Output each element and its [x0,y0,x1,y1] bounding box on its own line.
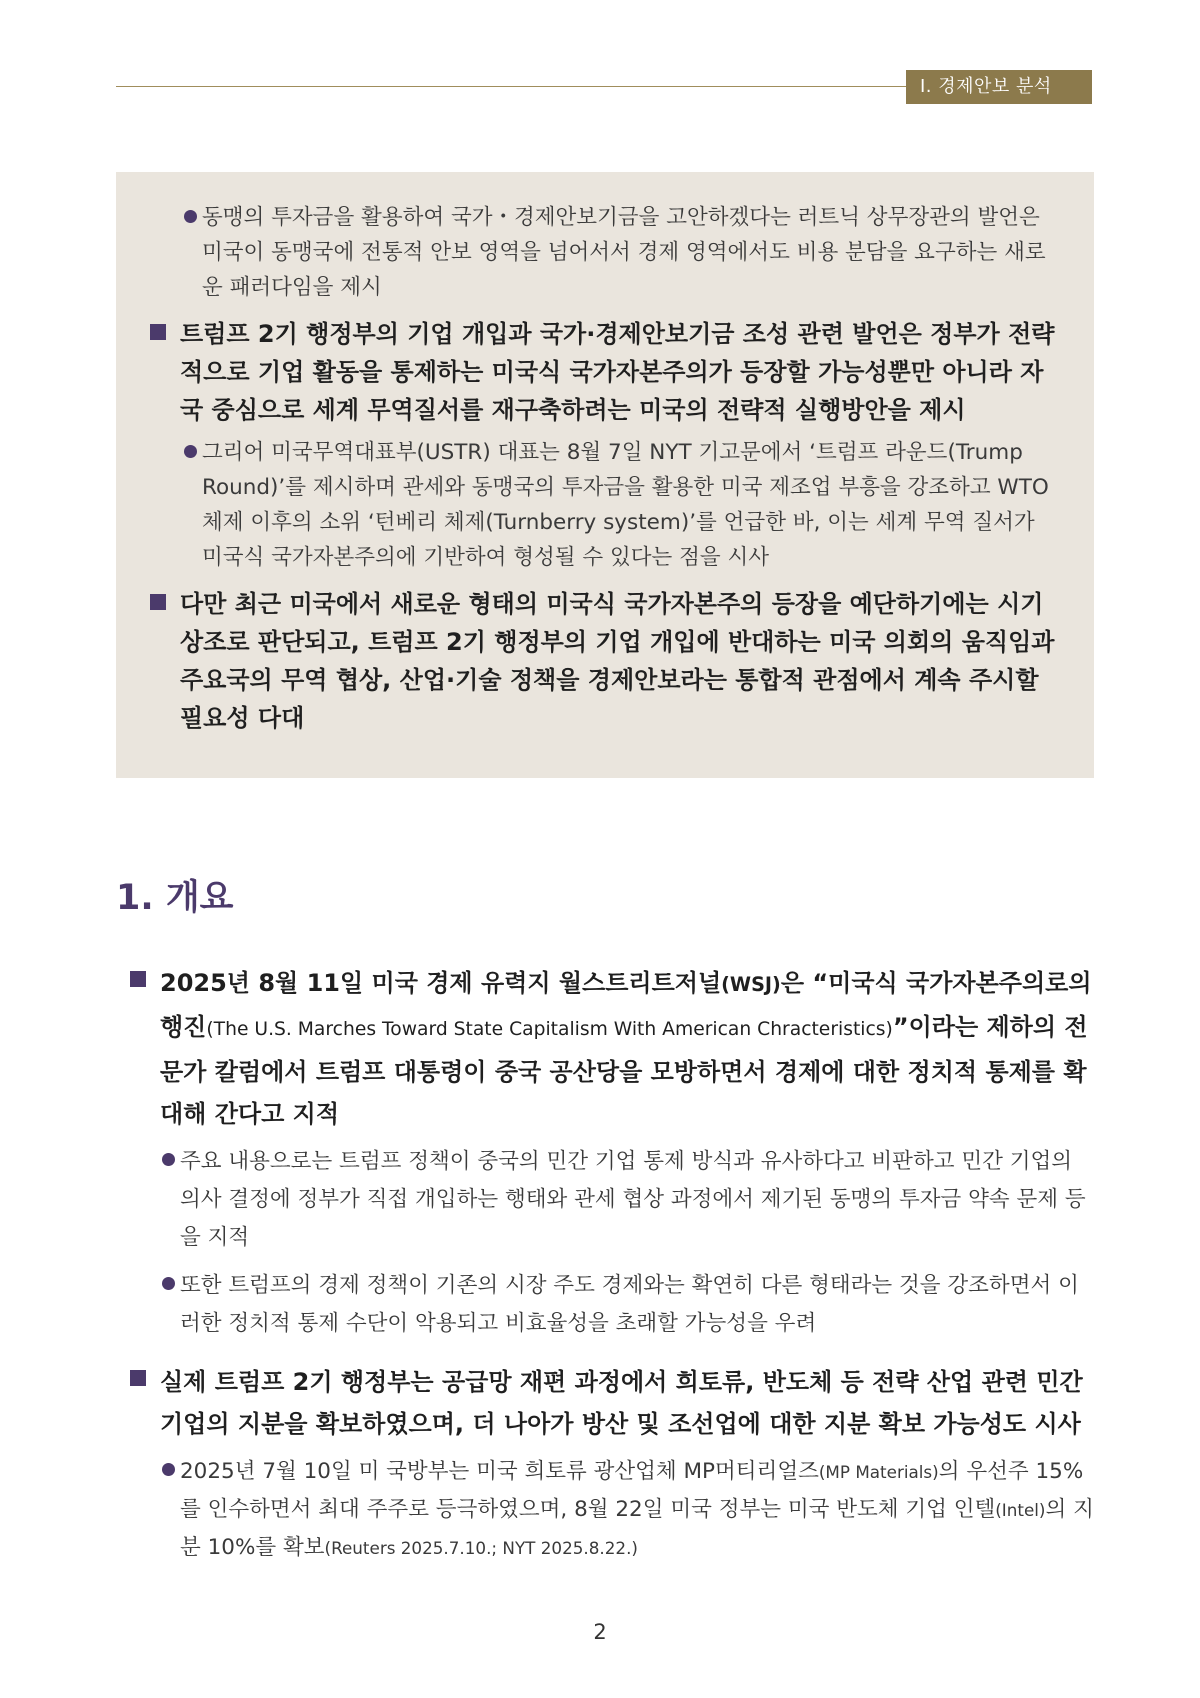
citation-text: (Reuters 2025.7.10.; NYT 2025.8.22.) [324,1538,638,1558]
section-title: 1. 개요 [116,878,234,918]
bullet-text-b: (MP Materials) [818,1462,939,1482]
point-text-c: 은 “미국식 국가자본주의로의 행진 [160,969,1092,1041]
summary-bullet [180,200,1058,305]
bullet-text-a: 2025년 7월 10일 미 국방부는 미국 희토류 광산업체 MP머티리얼즈 [180,1459,819,1484]
section-header-tab: Ⅰ. 경제안보 분석 [906,70,1092,104]
point-text-b: (WSJ) [721,973,781,996]
section-bullet [158,1267,1094,1343]
point-text-d: (The U.S. Marches Toward State Capitalism With American Chracteristics) [206,1019,893,1040]
summary-box [116,172,1094,778]
bullet-text-c: 의 우선주 15%를 인수하면서 최대 주주로 등극하였으며, 8월 22일 미국 정부는 미국 반도체 기업 인텔 [180,1459,1084,1522]
section-point-text: 실제 트럼프 2기 행정부는 공급망 재편 과정에서 희토류, 반도체 등 전략 산업 관련 민간 기업의 지분을 확보하였으며, 더 나아가 방산 및 조선업에 대한 지분 확보 가능성도 시사 [160,1368,1083,1438]
bullet-text-e: 의 지분 10%를 확보 [180,1497,1094,1560]
circle-bullet-icon [162,1153,175,1166]
section-bullet-text: 또한 트럼프의 경제 정책이 기존의 시장 주도 경제와는 확연히 다른 형태라는 것을 강조하면서 이러한 정치적 통제 수단이 악용되고 비효율성을 초래할 가능성을 우려 [180,1273,1079,1336]
summary-bullet [180,435,1058,575]
circle-bullet-icon [184,445,197,458]
section-bullet [158,1143,1094,1257]
section-bullet [158,1453,1094,1567]
section-bullet-text: 주요 내용으로는 트럼프 정책이 중국의 민간 기업 통제 방식과 유사하다고 비판하고 민간 기업의 의사 결정에 정부가 직접 개입하는 행태와 관세 협상 과정에서 제기된 동맹의 투자금 약속 문제 등을 지적 [180,1149,1086,1250]
summary-point [150,585,1058,737]
square-bullet-icon [150,594,166,610]
square-bullet-icon [130,971,146,987]
page-number: 2 [593,1620,607,1644]
circle-bullet-icon [162,1463,175,1476]
section-point [130,1361,1094,1445]
square-bullet-icon [150,324,166,340]
section-body [130,962,1094,1567]
header-rule [116,86,906,87]
square-bullet-icon [130,1370,146,1386]
summary-point [150,315,1058,429]
point-text-e: ”이라는 제하의 전문가 칼럼에서 트럼프 대통령이 중국 공산당을 모방하면서 경제에 대한 정치적 통제를 확대해 간다고 지적 [160,1013,1088,1128]
circle-bullet-icon [162,1277,175,1290]
summary-point-text: 다만 최근 미국에서 새로운 형태의 미국식 국가자본주의 등장을 예단하기에는 시기상조로 판단되고, 트럼프 2기 행정부의 기업 개입에 반대하는 미국 의회의 움직임과 주요국의 무역 협상, 산업·기술 정책을 경제안보라는 통합적 관점에서 계속 주시할 필요성 다대 [180,590,1055,732]
summary-point-text: 트럼프 2기 행정부의 기업 개입과 국가·경제안보기금 조성 관련 발언은 정부가 전략적으로 기업 활동을 통제하는 미국식 국가자본주의가 등장할 가능성뿐만 아니라 자국 중심으로 세계 무역질서를 재구축하려는 미국의 전략적 실행방안을 제시 [180,320,1055,424]
section-point [130,962,1094,1135]
bullet-text-d: (Intel) [995,1500,1046,1520]
point-text-a: 2025년 8월 11일 미국 경제 유력지 월스트리트저널 [160,969,722,997]
summary-bullet-text: 동맹의 투자금을 활용하여 국가・경제안보기금을 고안하겠다는 러트닉 상무장관의 발언은 미국이 동맹국에 전통적 안보 영역을 넘어서서 경제 영역에서도 비용 분담을 요구하는 새로운 패러다임을 제시 [202,205,1046,300]
summary-bullet-text: 그리어 미국무역대표부(USTR) 대표는 8월 7일 NYT 기고문에서 ‘트럼프 라운드(Trump Round)’를 제시하며 관세와 동맹국의 투자금을 활용한 미국 제조업 부흥을 강조하고 WTO 체제 이후의 소위 ‘턴베리 체제(Turnberry system)’를 언급한 바, 이는 세계 무역 질서가 미국식 국가자본주의에 기반하여 형성될 수 있다는 점을 시사 [202,440,1049,570]
circle-bullet-icon [184,210,197,223]
